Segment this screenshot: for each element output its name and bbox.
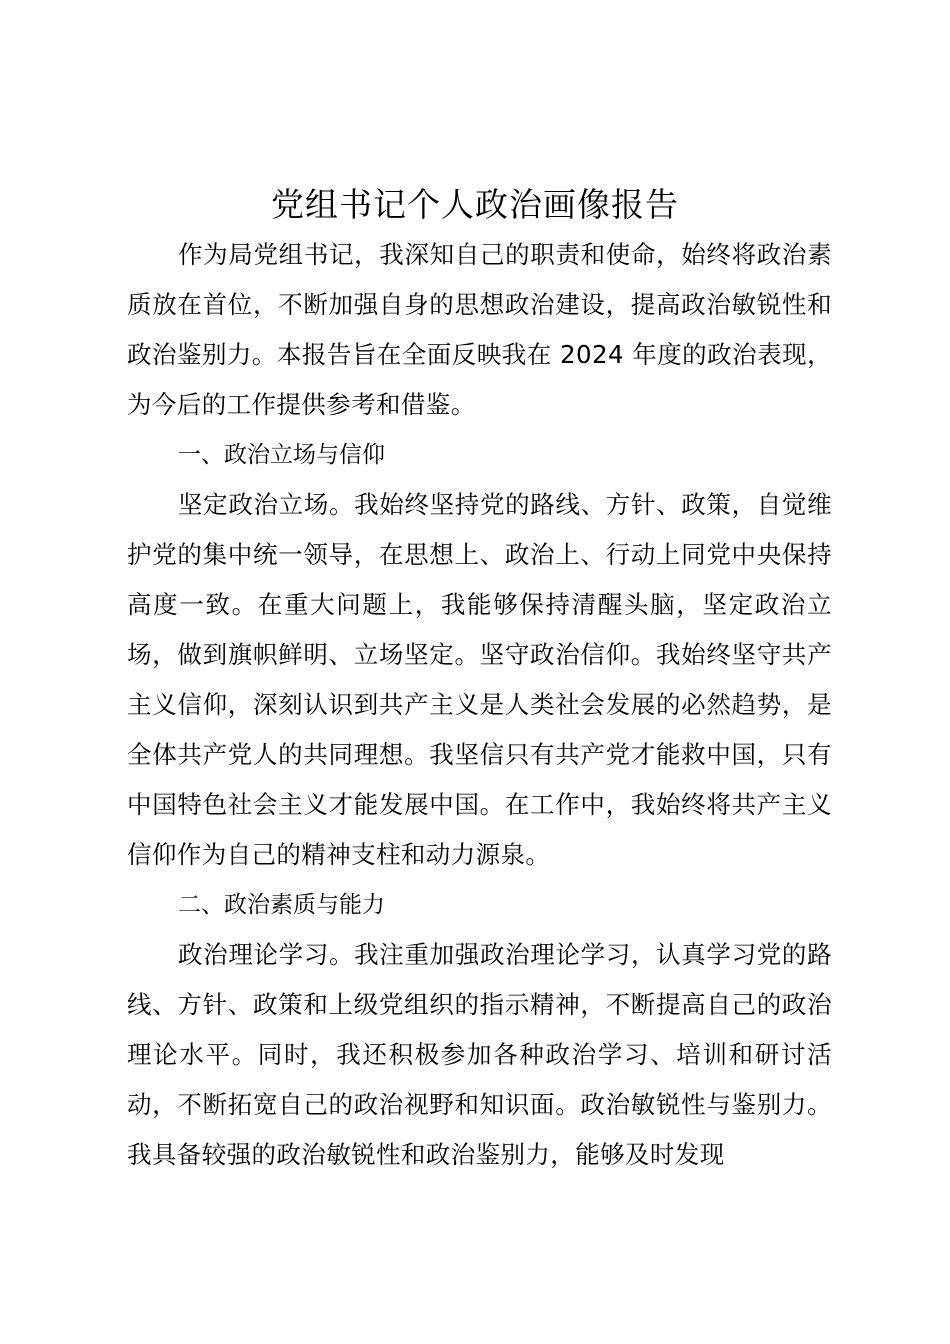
section-heading-political-quality: 二、政治素质与能力 — [178, 892, 385, 918]
section-paragraph-political-stance: 坚定政治立场。我始终坚持党的路线、方针、政策，自觉维护党的集中统一领导，在思想上、政治上、行动上同党中央保持高度一致。在重大问题上，我能够保持清醒头脑，坚定政治立场，做到旗帜鲜明、立场坚定。坚守政治信仰。我始终坚守共产主义信仰，深刻认识到共产主义是人类社会发展的必然趋势，是全体共产党人的共同理想。我坚信只有共产党才能救中国，只有中国特色社会主义才能发展中国。在工作中，我始终将共产主义信仰作为自己的精神支柱和动力源泉。 — [127, 490, 832, 869]
document-title: 党组书记个人政治画像报告 — [271, 185, 679, 224]
document-body — [127, 230, 832, 1180]
intro-paragraph: 作为局党组书记，我深知自己的职责和使命，始终将政治素质放在首位，不断加强自身的思想政治建设，提高政治敏锐性和政治鉴别力。本报告旨在全面反映我在 2024 年度的政治表现，为今后的工作提供参考和借鉴。 — [127, 240, 832, 419]
section-heading-political-stance: 一、政治立场与信仰 — [178, 442, 385, 468]
section-paragraph-political-quality: 政治理论学习。我注重加强政治理论学习，认真学习党的路线、方针、政策和上级党组织的指示精神，不断提高自己的政治理论水平。同时，我还积极参加各种政治学习、培训和研讨活动，不断拓宽自己的政治视野和知识面。政治敏锐性与鉴别力。我具备较强的政治敏锐性和政治鉴别力，能够及时发现 — [127, 940, 832, 1169]
